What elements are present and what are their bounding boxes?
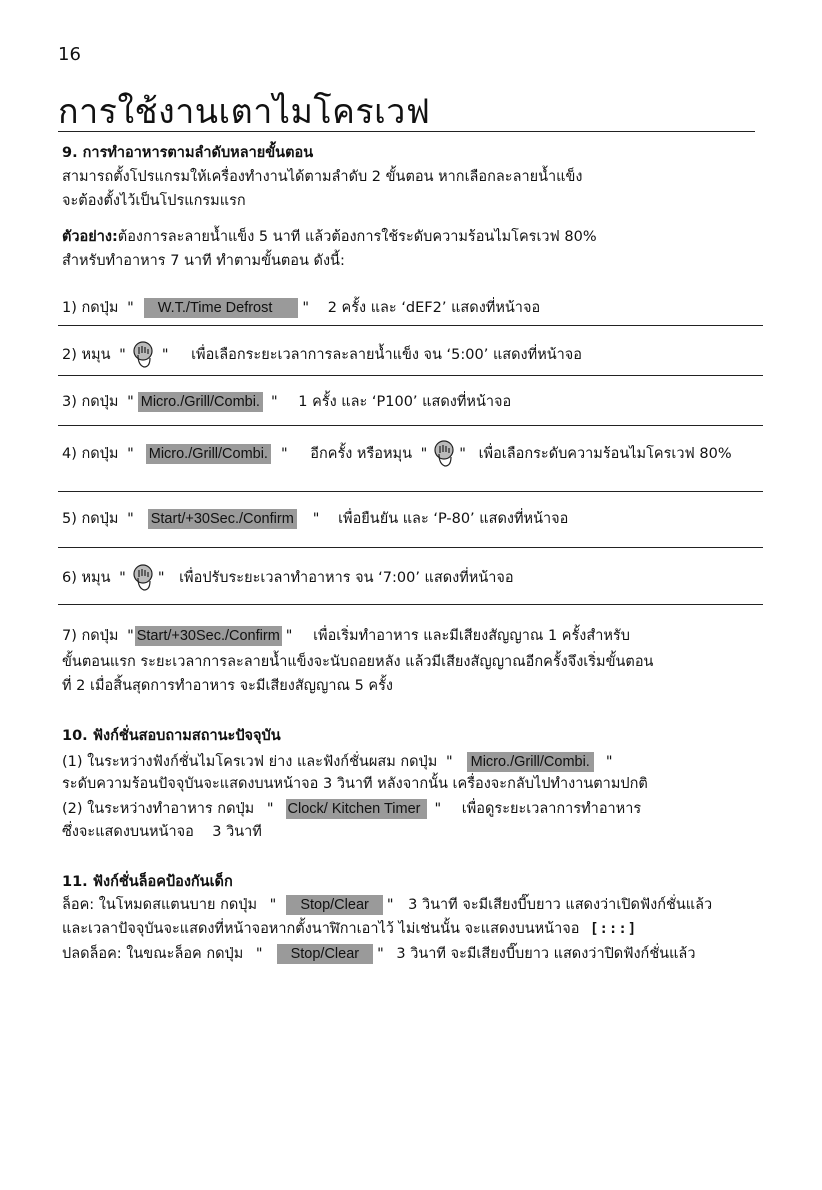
step-divider — [58, 604, 763, 605]
step-divider — [58, 491, 763, 492]
step-7-line-2: ขั้นตอนแรก ระยะเวลาการละลายน้ำแข็งจะนับถอยหลัง แล้วมีเสียงสัญญาณอีกครั้งจึงเริ่มขั้นตอน — [62, 654, 654, 670]
quote-close: " — [302, 300, 310, 316]
start-30sec-confirm-button[interactable]: Start/+30Sec./Confirm — [136, 628, 280, 644]
section-11-heading: 11. ฟังก์ชั่นล็อคป้องกันเด็ก — [62, 874, 233, 890]
step-divider — [58, 325, 763, 326]
example-line-2: สำหรับทำอาหาร 7 นาที ทำตามขั้นตอน ดังนี้: — [62, 253, 345, 269]
section-10-line-2: ระดับความร้อนปัจจุบันจะแสดงบนหน้าจอ 3 วินาที หลังจากนั้น เครื่องจะกลับไปทำงานตามปกติ — [62, 776, 648, 792]
example-label: ตัวอย่าง: — [62, 229, 118, 245]
quote-open: " — [420, 446, 428, 462]
step-4 — [62, 438, 732, 470]
step-4-prefix: 4) กดปุ่ม — [62, 446, 119, 462]
quote-close: " — [157, 570, 165, 586]
section-11-line-2 — [62, 916, 637, 942]
step-2 — [62, 339, 582, 371]
step-divider — [58, 425, 763, 426]
start-30sec-confirm-button[interactable]: Start/+30Sec./Confirm — [148, 509, 297, 529]
section-11-line-3-prefix: ปลดล็อค: ในขณะล็อค กดปุ่ม — [62, 946, 244, 962]
quote-open: " — [127, 446, 134, 462]
stop-clear-button[interactable]: Stop/Clear — [286, 895, 383, 915]
example-text: ต้องการละลายน้ำแข็ง 5 นาที แล้วต้องการใช้ระดับความร้อนไมโครเวฟ 80% — [117, 229, 597, 245]
quote-close: " — [312, 511, 320, 527]
stop-clear-button[interactable]: Stop/Clear — [277, 944, 374, 964]
quote-open: " — [119, 347, 126, 363]
step-6 — [62, 562, 514, 594]
section-10-heading: 10. ฟังก์ชั่นสอบถามสถานะปัจจุบัน — [62, 728, 281, 744]
step-3 — [62, 389, 511, 415]
step-1 — [62, 295, 540, 321]
step-4-text: เพื่อเลือกระดับความร้อนไมโครเวฟ 80% — [478, 446, 732, 462]
section-9-text-1: สามารถตั้งโปรแกรมให้เครื่องทำงานได้ตามลำดับ 2 ขั้นตอน หากเลือกละลายน้ำแข็ง — [62, 169, 583, 185]
step-1-text: 2 ครั้ง และ ‘dEF2’ แสดงที่หน้าจอ — [327, 300, 541, 316]
step-4-mid-text: อีกครั้ง หรือหมุน — [310, 446, 412, 462]
quote-close: " — [459, 446, 466, 462]
section-9-heading: 9. การทำอาหารตามลำดับหลายขั้นตอน — [62, 145, 314, 161]
step-5-prefix: 5) กดปุ่ม — [62, 511, 119, 527]
lock-display-symbol: [:::] — [590, 921, 638, 937]
page-title: การใช้งานเตาไมโครเวฟ — [58, 92, 431, 132]
step-2-prefix: 2) หมุน — [62, 347, 111, 363]
quote-close: " — [285, 628, 293, 644]
example-line-1 — [62, 225, 597, 249]
quote-close: " — [161, 347, 169, 363]
dial-knob-icon — [130, 563, 158, 593]
section-10-line-4: ซึ่งจะแสดงบนหน้าจอ 3 วินาที — [62, 824, 262, 840]
section-10-line-3-text: เพื่อดูระยะเวลาการทำอาหาร — [461, 801, 642, 817]
step-3-prefix: 3) กดปุ่ม — [62, 394, 119, 410]
quote-open: " — [127, 394, 134, 410]
step-1-prefix: 1) กดปุ่ม — [62, 300, 119, 316]
step-7-line-3: ที่ 2 เมื่อสิ้นสุดการทำอาหาร จะมีเสียงสัญญาณ 5 ครั้ง — [62, 678, 394, 694]
section-11-line-2-text: และเวลาปัจจุบันจะแสดงที่หน้าจอหากตั้งนาฬิกาเอาไว้ ไม่เช่นนั้น จะแสดงบนหน้าจอ — [62, 921, 580, 937]
quote-close: " — [280, 446, 288, 462]
section-11-line-1-prefix: ล็อค: ในโหมดสแตนบาย กดปุ่ม — [62, 897, 258, 913]
quote-close: " — [270, 394, 278, 410]
step-3-text: 1 ครั้ง และ ‘P100’ แสดงที่หน้าจอ — [298, 394, 512, 410]
section-10-line-1-text: (1) ในระหว่างฟังก์ชั่นไมโครเวฟ ย่าง และฟังก์ชั่นผสม กดปุ่ม — [62, 754, 438, 770]
section-11-line-1-text: 3 วินาที จะมีเสียงบี๊บยาว แสดงว่าเปิดฟังก์ชั่นแล้ว — [408, 897, 713, 913]
step-2-text: เพื่อเลือกระยะเวลาการละลายน้ำแข็ง จน ‘5:00’ แสดงที่หน้าจอ — [191, 347, 583, 363]
quote-close: " — [386, 897, 394, 913]
micro-grill-combi-button[interactable]: Micro./Grill/Combi. — [138, 392, 263, 412]
quote-close: " — [434, 801, 442, 817]
quote-close: " — [605, 754, 613, 770]
quote-open: " — [445, 754, 453, 770]
step-6-text: เพื่อปรับระยะเวลาทำอาหาร จน ‘7:00’ แสดงที่หน้าจอ — [179, 570, 514, 586]
quote-open: " — [255, 946, 263, 962]
micro-grill-combi-button[interactable]: Micro./Grill/Combi. — [146, 444, 271, 464]
quote-open: " — [127, 628, 134, 644]
quote-open: " — [119, 570, 126, 586]
section-11-line-3-text: 3 วินาที จะมีเสียงบี๊บยาว แสดงว่าปิดฟังก์ชั่นแล้ว — [396, 946, 696, 962]
section-10-line-3 — [62, 796, 641, 822]
title-divider — [58, 131, 755, 132]
dial-knob-icon — [130, 340, 158, 370]
step-5 — [62, 506, 568, 532]
section-9-text-2: จะต้องตั้งไว้เป็นโปรแกรมแรก — [62, 193, 246, 209]
step-7 — [62, 623, 630, 649]
wt-time-defrost-button[interactable]: W.T./Time Defrost — [144, 298, 299, 318]
quote-open: " — [266, 801, 274, 817]
quote-open: " — [127, 511, 134, 527]
dial-knob-icon — [431, 439, 459, 469]
section-10-line-3-prefix: (2) ในระหว่างทำอาหาร กดปุ่ม — [62, 801, 255, 817]
micro-grill-combi-button[interactable]: Micro./Grill/Combi. — [467, 752, 594, 772]
quote-close: " — [377, 946, 384, 962]
step-divider — [58, 547, 763, 548]
step-divider — [58, 375, 763, 376]
step-5-text: เพื่อยืนยัน และ ‘P-80’ แสดงที่หน้าจอ — [338, 511, 569, 527]
quote-open: " — [269, 897, 277, 913]
step-6-prefix: 6) หมุน — [62, 570, 111, 586]
quote-open: " — [127, 300, 134, 316]
page-number: 16 — [58, 44, 81, 65]
section-11-line-1 — [62, 892, 712, 918]
step-7-text: เพื่อเริ่มทำอาหาร และมีเสียงสัญญาณ 1 ครั้งสำหรับ — [313, 628, 630, 644]
clock-kitchen-timer-button[interactable]: Clock/ Kitchen Timer — [286, 799, 427, 819]
section-11-line-3 — [62, 941, 695, 967]
step-7-prefix: 7) กดปุ่ม — [62, 628, 119, 644]
